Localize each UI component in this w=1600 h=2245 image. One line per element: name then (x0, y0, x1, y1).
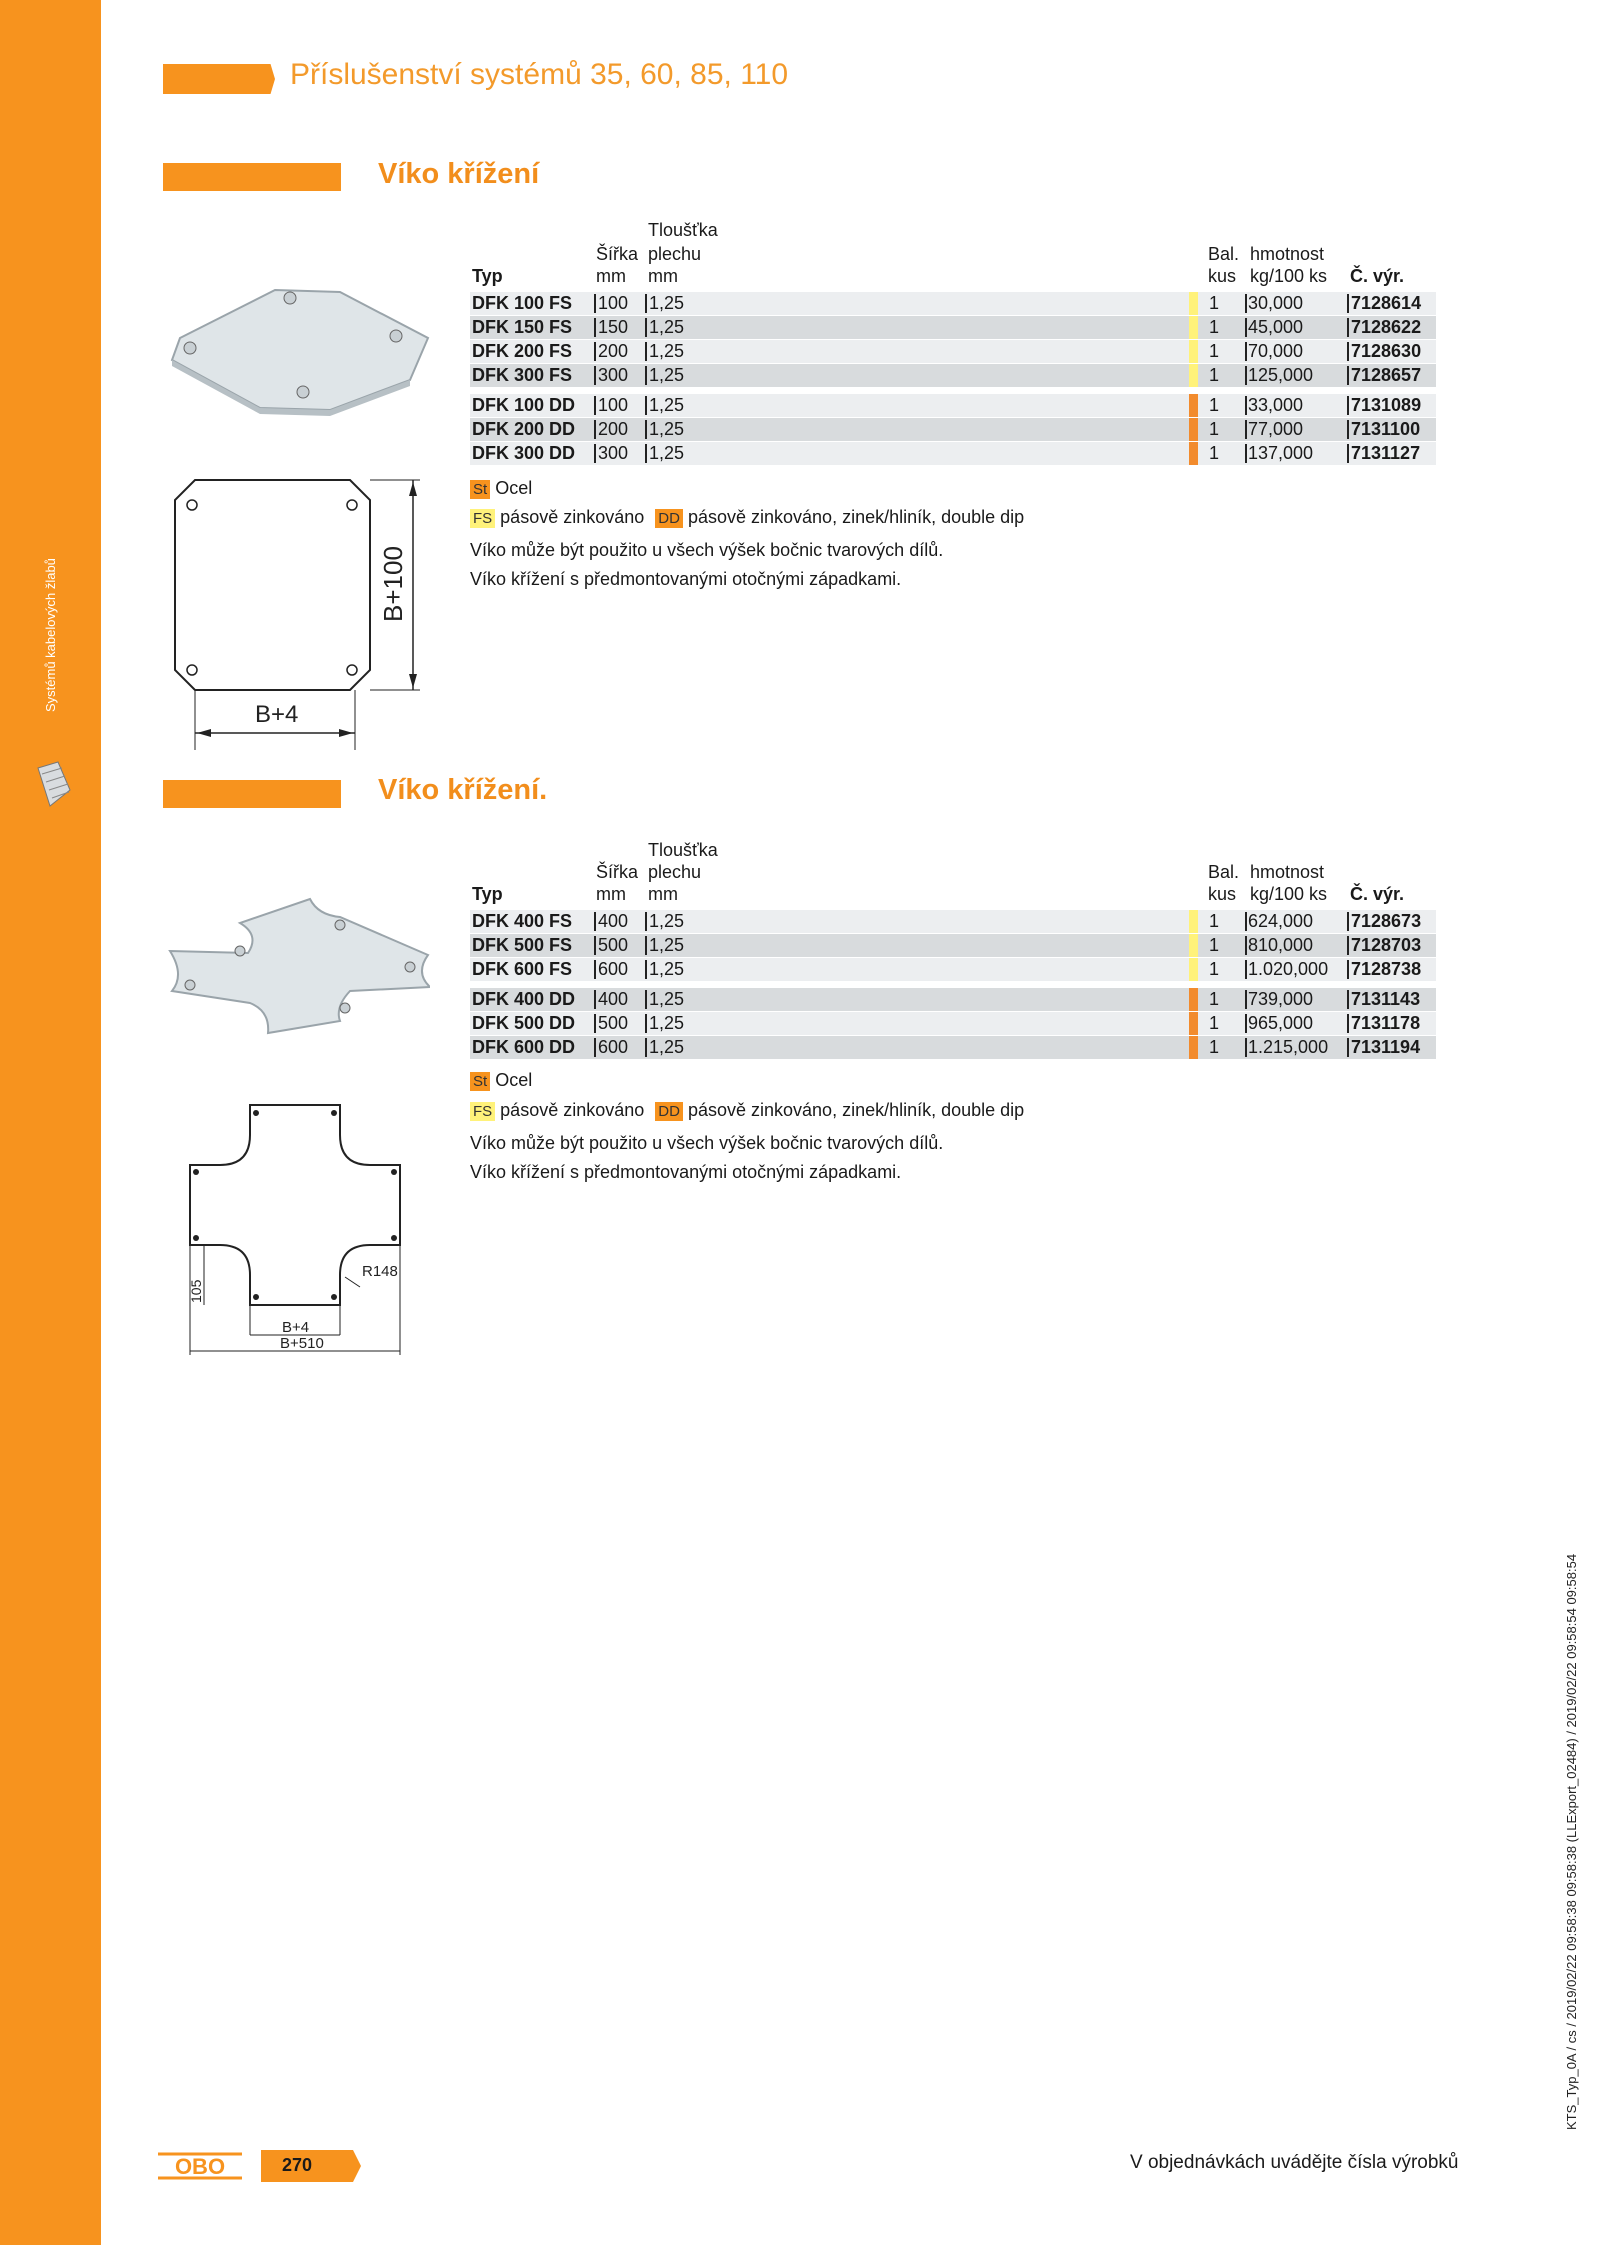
divider (594, 444, 596, 463)
logo-text: OBO (174, 2154, 226, 2179)
cell-weight: 137,000 (1248, 443, 1314, 463)
divider (1347, 1038, 1349, 1057)
cell-type: DFK 300 DD (472, 443, 576, 463)
cell-weight: 77,000 (1248, 419, 1304, 439)
header-weight: hmotnost (1250, 244, 1325, 264)
divider (1347, 960, 1349, 979)
cell-thickness: 1,25 (649, 1013, 685, 1033)
divider (1245, 1038, 1247, 1057)
legend-fs-text: pásově zinkováno (500, 507, 645, 527)
cell-article-number: 7128614 (1351, 293, 1422, 313)
table-row (470, 418, 1436, 441)
page-title: Příslušenství systémů 35, 60, 85, 110 (290, 58, 789, 91)
legend-dd-text: pásově zinkováno, zinek/hliník, double dip (687, 1100, 1025, 1120)
table-row (470, 934, 1436, 957)
finish-marker-dd (1189, 418, 1198, 441)
section-1-bar (163, 163, 341, 191)
cell-pack: 1 (1209, 911, 1220, 931)
divider (1347, 990, 1349, 1009)
cell-article-number: 7131143 (1351, 989, 1421, 1009)
divider (1245, 912, 1247, 931)
cell-type: DFK 200 DD (472, 419, 576, 439)
header-weight-unit: kg/100 ks (1250, 884, 1328, 904)
cell-pack: 1 (1209, 341, 1220, 361)
table-row (470, 292, 1436, 315)
divider (594, 342, 596, 361)
cell-thickness: 1,25 (649, 365, 685, 385)
header-thickness-1: Tloušťka (648, 840, 718, 860)
divider (1347, 396, 1349, 415)
divider (594, 936, 596, 955)
cell-thickness: 1,25 (649, 911, 685, 931)
badge-dd: DD (655, 1102, 683, 1121)
table-row (470, 988, 1436, 1011)
divider (594, 366, 596, 385)
header-weight: hmotnost (1250, 862, 1325, 882)
cell-weight: 125,000 (1248, 365, 1314, 385)
cell-width: 300 (598, 365, 629, 385)
cell-pack: 1 (1209, 443, 1220, 463)
cell-weight: 33,000 (1248, 395, 1304, 415)
cell-pack: 1 (1209, 365, 1220, 385)
cell-article-number: 7128630 (1351, 341, 1422, 361)
finish-marker-dd (1189, 442, 1198, 465)
cell-article-number: 7131100 (1351, 419, 1421, 439)
cell-thickness: 1,25 (649, 1037, 685, 1057)
divider (1347, 912, 1349, 931)
cell-article-number: 7128657 (1351, 365, 1422, 385)
dimension-inner: B+4 (282, 1319, 310, 1336)
finish-marker-fs (1189, 958, 1198, 981)
divider (1245, 396, 1247, 415)
divider (1245, 318, 1247, 337)
header-type: Typ (472, 266, 503, 286)
cell-weight: 1.215,000 (1248, 1037, 1329, 1057)
cell-width: 600 (598, 959, 629, 979)
cell-width: 100 (598, 293, 629, 313)
divider (594, 318, 596, 337)
divider (645, 912, 647, 931)
divider (594, 294, 596, 313)
divider (1245, 960, 1247, 979)
cell-article-number: 7131194 (1351, 1037, 1421, 1057)
cell-pack: 1 (1209, 317, 1220, 337)
cell-pack: 1 (1209, 395, 1220, 415)
table-row (470, 1036, 1436, 1059)
badge-st: St (470, 480, 490, 499)
header-width-unit: mm (596, 884, 626, 904)
badge-dd: DD (655, 509, 683, 528)
header-type: Typ (472, 884, 503, 904)
finish-marker-fs (1189, 910, 1198, 933)
table-row (470, 958, 1436, 981)
table-row (470, 316, 1436, 339)
obo-logo (158, 2151, 242, 2181)
cover-square-photo (160, 280, 430, 420)
note-2: Víko křížení s předmontovanými otočnými západkami. (470, 1162, 902, 1182)
cell-type: DFK 500 DD (472, 1013, 576, 1033)
cell-type: DFK 150 FS (472, 317, 573, 337)
cell-weight: 739,000 (1248, 989, 1314, 1009)
divider (645, 936, 647, 955)
sidebar-band (0, 0, 101, 2245)
note-1: Víko může být použito u všech výšek bočnic tvarových dílů. (470, 540, 944, 560)
cell-article-number: 7128703 (1351, 935, 1422, 955)
sidebar-label: Systémů kabelových žlabů (43, 558, 58, 712)
table-row (470, 1012, 1436, 1035)
legend-material (470, 478, 532, 499)
cell-width: 300 (598, 443, 629, 463)
divider (645, 444, 647, 463)
table-row (470, 340, 1436, 363)
header-thickness-2: plechu (648, 862, 702, 882)
cell-weight: 70,000 (1248, 341, 1304, 361)
legend-fs-text: pásově zinkováno (500, 1100, 645, 1120)
legend-st-text: Ocel (495, 478, 533, 498)
dimension-outer: B+510 (280, 1335, 324, 1352)
divider (1347, 342, 1349, 361)
cell-width: 600 (598, 1037, 629, 1057)
badge-fs: FS (470, 509, 495, 528)
cell-thickness: 1,25 (649, 443, 685, 463)
cell-type: DFK 500 FS (472, 935, 573, 955)
cell-article-number: 7131127 (1351, 443, 1421, 463)
note-2: Víko křížení s předmontovanými otočnými západkami. (470, 569, 902, 589)
cover-cross-photo (160, 895, 430, 1035)
cell-thickness: 1,25 (649, 395, 685, 415)
section-2-title: Víko křížení. (378, 774, 548, 806)
cell-width: 100 (598, 395, 629, 415)
cell-weight: 30,000 (1248, 293, 1304, 313)
cover-cross-drawing (160, 1095, 430, 1365)
header-pack: Bal. (1208, 862, 1240, 882)
header-pack-unit: kus (1208, 266, 1237, 286)
cell-type: DFK 200 FS (472, 341, 573, 361)
cell-thickness: 1,25 (649, 419, 685, 439)
cell-weight: 965,000 (1248, 1013, 1314, 1033)
cell-article-number: 7128673 (1351, 911, 1422, 931)
header-article-number: Č. výr. (1350, 266, 1405, 286)
divider (1347, 366, 1349, 385)
cell-pack: 1 (1209, 1037, 1220, 1057)
cell-type: DFK 400 DD (472, 989, 576, 1009)
header-thickness-2: plechu (648, 244, 702, 264)
finish-marker-dd (1189, 1036, 1198, 1059)
divider (594, 1014, 596, 1033)
dimension-radius: R148 (362, 1263, 398, 1280)
finish-marker-fs (1189, 364, 1198, 387)
divider (645, 960, 647, 979)
divider (594, 990, 596, 1009)
cell-thickness: 1,25 (649, 317, 685, 337)
dimension-height: 105 (188, 1279, 204, 1303)
divider (1347, 420, 1349, 439)
cell-width: 150 (598, 317, 629, 337)
cell-thickness: 1,25 (649, 341, 685, 361)
divider (645, 990, 647, 1009)
divider (1245, 420, 1247, 439)
finish-marker-dd (1189, 394, 1198, 417)
divider (594, 1038, 596, 1057)
cell-type: DFK 400 FS (472, 911, 573, 931)
cell-thickness: 1,25 (649, 959, 685, 979)
divider (1347, 294, 1349, 313)
cell-pack: 1 (1209, 989, 1220, 1009)
legend-dd-text: pásově zinkováno, zinek/hliník, double dip (687, 507, 1025, 527)
divider (1245, 936, 1247, 955)
page-number: 270 (282, 2155, 313, 2175)
divider (645, 396, 647, 415)
divider (1245, 294, 1247, 313)
cell-width: 400 (598, 989, 629, 1009)
divider (1347, 1014, 1349, 1033)
divider (645, 366, 647, 385)
divider (645, 1038, 647, 1057)
cell-width: 200 (598, 341, 629, 361)
divider (1347, 444, 1349, 463)
finish-marker-fs (1189, 316, 1198, 339)
cell-pack: 1 (1209, 959, 1220, 979)
cell-type: DFK 100 FS (472, 293, 573, 313)
divider (1245, 990, 1247, 1009)
finish-marker-fs (1189, 934, 1198, 957)
cell-thickness: 1,25 (649, 293, 685, 313)
header-width-unit: mm (596, 266, 626, 286)
cell-width: 200 (598, 419, 629, 439)
cell-type: DFK 300 FS (472, 365, 573, 385)
divider (645, 294, 647, 313)
cable-tray-icon (36, 760, 72, 808)
cell-article-number: 7128738 (1351, 959, 1422, 979)
badge-fs: FS (470, 1102, 495, 1121)
section-2-bar (163, 780, 341, 808)
cell-weight: 810,000 (1248, 935, 1314, 955)
header-thickness-unit: mm (648, 884, 678, 904)
cell-thickness: 1,25 (649, 935, 685, 955)
header-width: Šířka (596, 244, 639, 264)
note-1: Víko může být použito u všech výšek bočnic tvarových dílů. (470, 1133, 944, 1153)
cell-pack: 1 (1209, 419, 1220, 439)
divider (1347, 936, 1349, 955)
cell-weight: 45,000 (1248, 317, 1304, 337)
divider (594, 912, 596, 931)
header-pack-unit: kus (1208, 884, 1237, 904)
finish-marker-fs (1189, 292, 1198, 315)
finish-marker-fs (1189, 340, 1198, 363)
cell-thickness: 1,25 (649, 989, 685, 1009)
finish-marker-dd (1189, 1012, 1198, 1035)
header-width: Šířka (596, 862, 639, 882)
divider (1245, 444, 1247, 463)
finish-marker-dd (1189, 988, 1198, 1011)
legend-material (470, 1070, 532, 1091)
header-thickness-1: Tloušťka (648, 220, 718, 240)
legend-st-text: Ocel (495, 1070, 533, 1090)
section-1-title: Víko křížení (378, 158, 540, 190)
cell-article-number: 7131089 (1351, 395, 1422, 415)
cell-weight: 624,000 (1248, 911, 1314, 931)
cell-pack: 1 (1209, 935, 1220, 955)
table-row (470, 394, 1436, 417)
cell-width: 500 (598, 1013, 629, 1033)
cell-pack: 1 (1209, 293, 1220, 313)
divider (594, 420, 596, 439)
cover-square-drawing (160, 470, 430, 760)
divider (1245, 1014, 1247, 1033)
footer-note: V objednávkách uvádějte čísla výrobků (1130, 2152, 1459, 2173)
divider (1347, 318, 1349, 337)
divider (1245, 342, 1247, 361)
header-weight-unit: kg/100 ks (1250, 266, 1328, 286)
divider (594, 960, 596, 979)
badge-st: St (470, 1072, 490, 1091)
cell-pack: 1 (1209, 1013, 1220, 1033)
cell-article-number: 7131178 (1351, 1013, 1421, 1033)
divider (645, 318, 647, 337)
cell-width: 500 (598, 935, 629, 955)
divider (1245, 366, 1247, 385)
dimension-vertical: B+100 (378, 546, 408, 622)
header-thickness-unit: mm (648, 266, 678, 286)
header-arrow (163, 64, 275, 94)
dimension-horizontal: B+4 (255, 701, 299, 728)
table-row (470, 364, 1436, 387)
cell-type: DFK 600 DD (472, 1037, 576, 1057)
divider (594, 396, 596, 415)
cell-type: DFK 600 FS (472, 959, 573, 979)
table-row (470, 442, 1436, 465)
export-metadata: KTS_Typ_0A / cs / 2019/02/22 09:58:38 09:58:38 (LLExport_02484) / 2019/02/22 09:58:54 09:58:54 (1564, 1553, 1579, 2130)
header-pack: Bal. (1208, 244, 1240, 264)
cell-article-number: 7128622 (1351, 317, 1422, 337)
cell-weight: 1.020,000 (1248, 959, 1329, 979)
divider (645, 1014, 647, 1033)
cell-type: DFK 100 DD (472, 395, 576, 415)
legend-finish (470, 507, 1024, 528)
header-article-number: Č. výr. (1350, 884, 1405, 904)
divider (645, 420, 647, 439)
legend-finish (470, 1100, 1024, 1121)
table-row (470, 910, 1436, 933)
divider (645, 342, 647, 361)
cell-width: 400 (598, 911, 629, 931)
